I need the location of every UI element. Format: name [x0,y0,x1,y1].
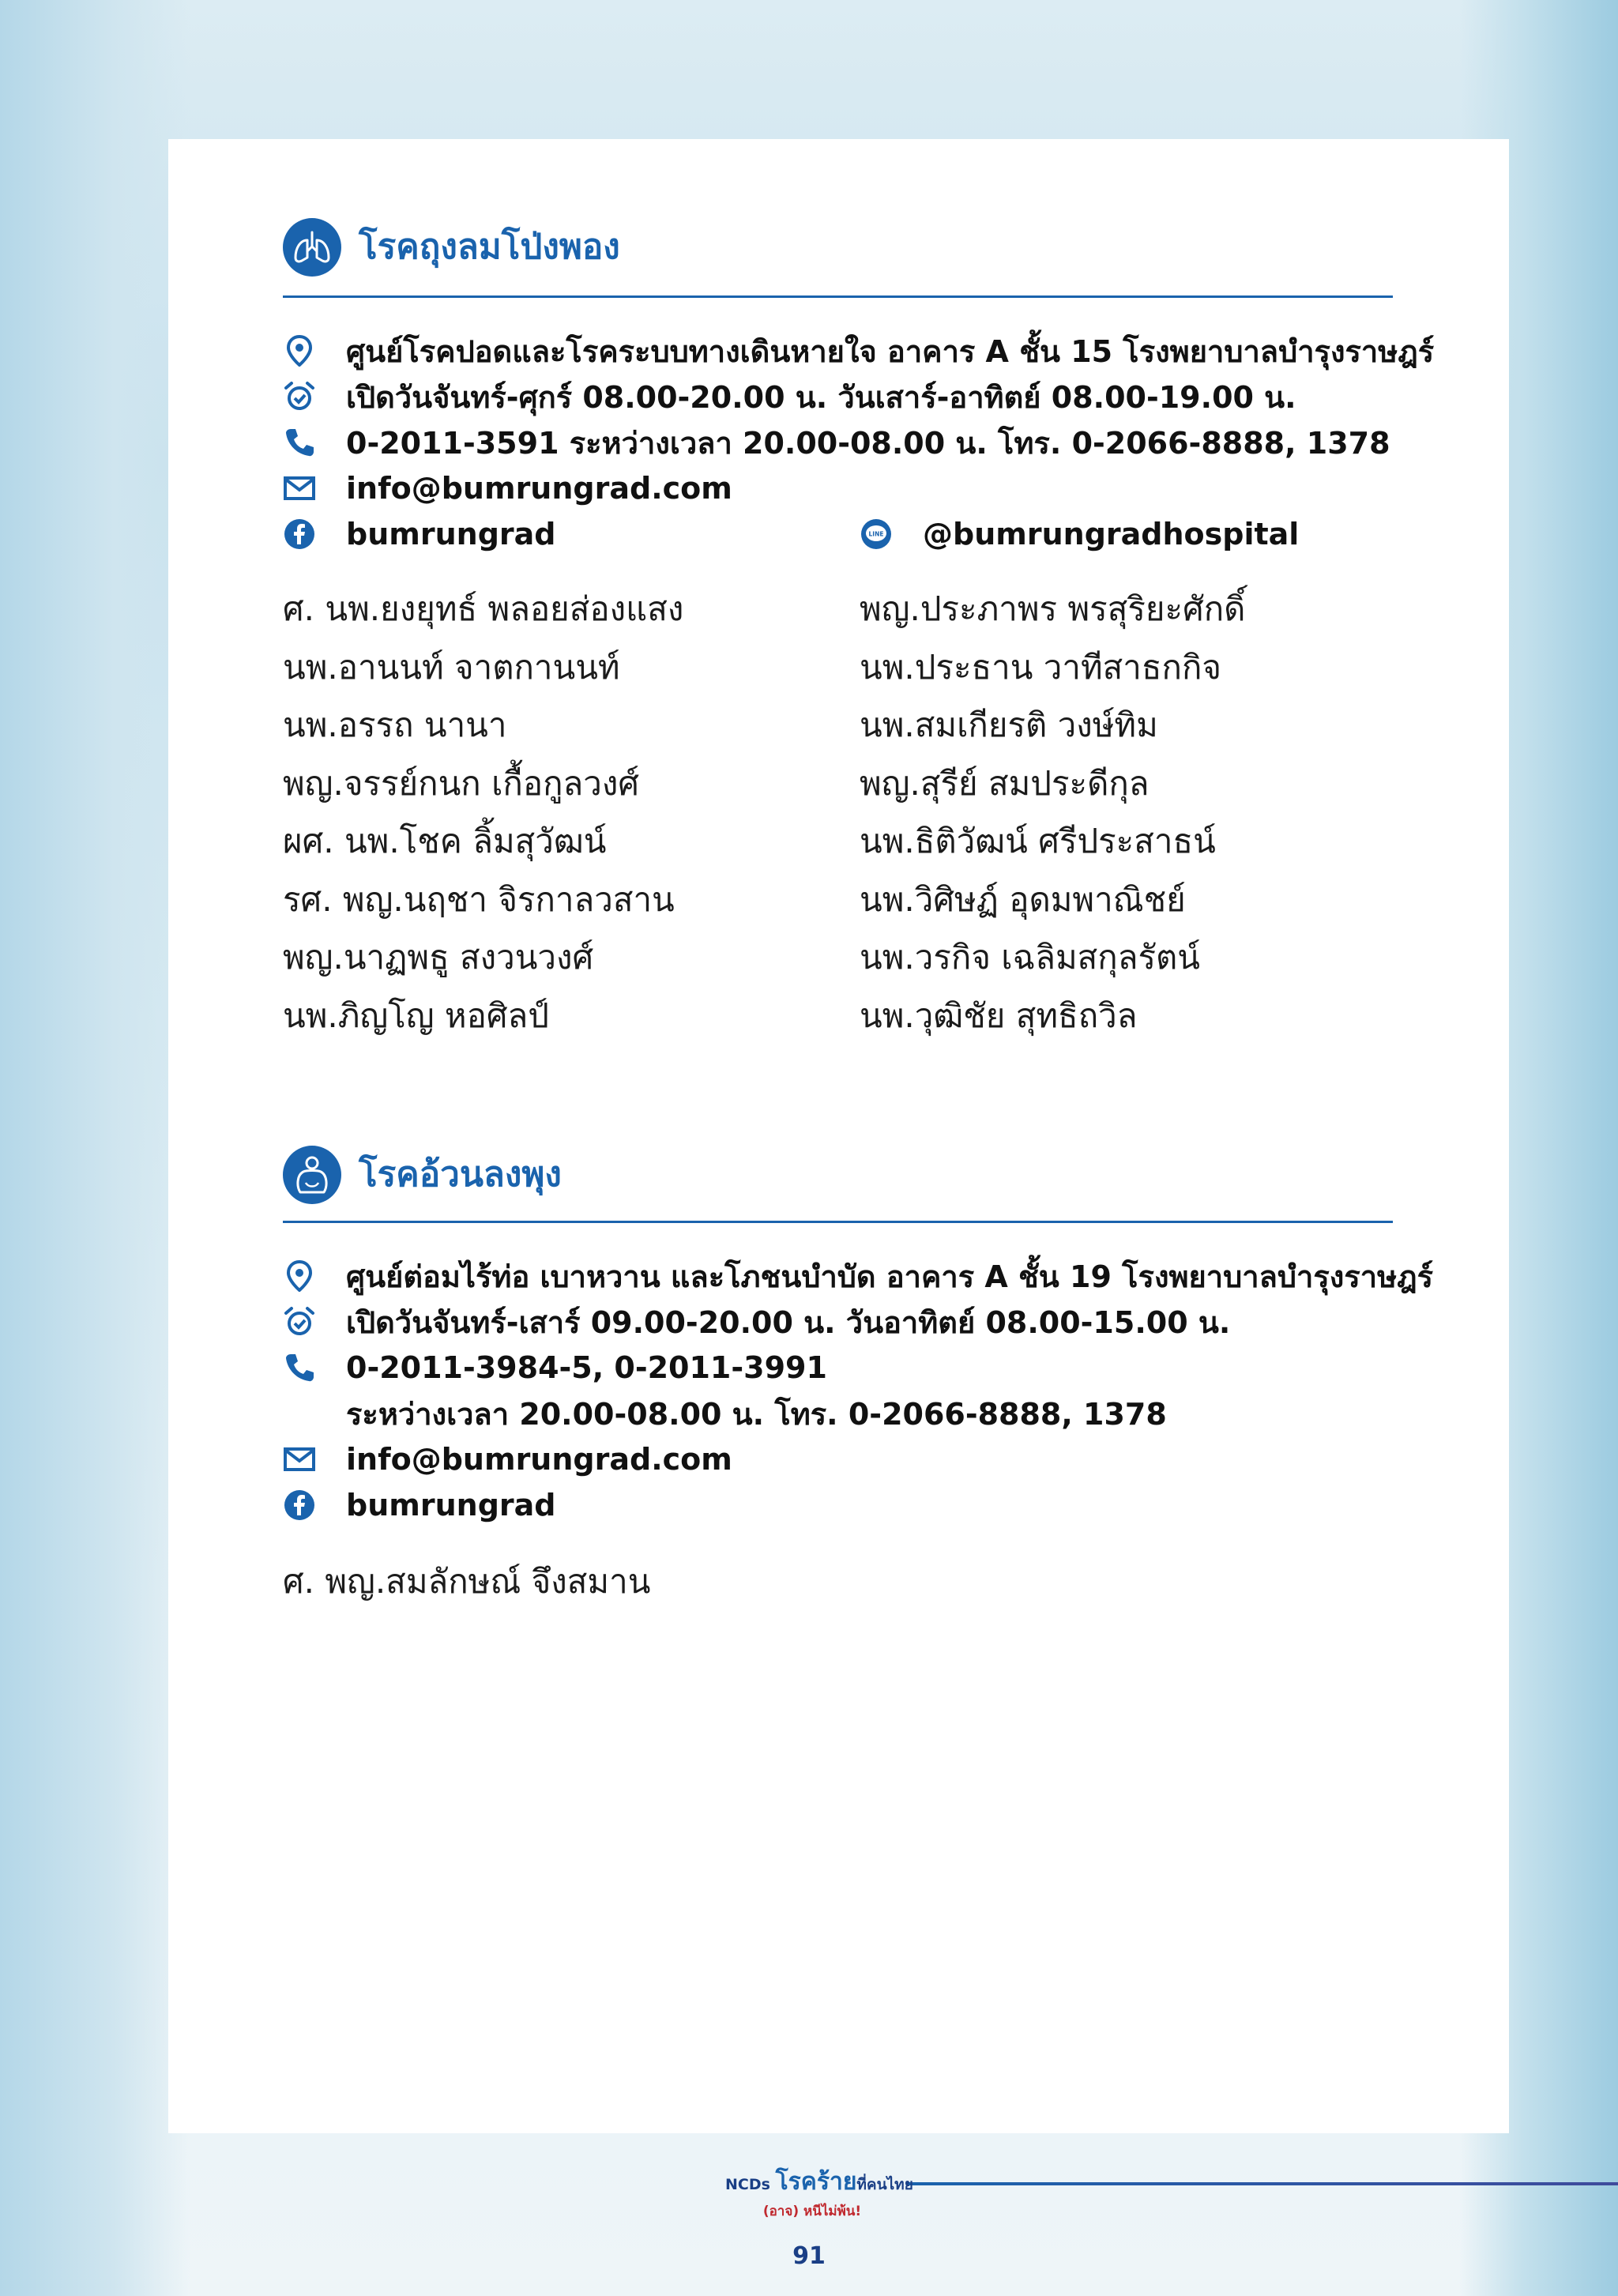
section-title: โรคอ้วนลงพุง [359,1154,562,1195]
hours-text: เปิดวันจันทร์-ศุกร์ 08.00-20.00 น. วันเสาร์-อาทิตย์ 08.00-19.00 น. [346,379,1296,415]
contact-info-copd [283,328,1435,557]
facebook-link[interactable]: bumrungrad [346,1488,556,1523]
brand-main: โรคร้าย [775,2168,857,2196]
phone-row [283,1345,1405,1391]
facebook-icon [283,518,316,551]
social-row [283,1482,1405,1528]
doctor-name: ศ. พญ.สมลักษณ์ จึงสมาน [283,1562,651,1601]
doctor-name: พญ.สุรีย์ สมประดีกุล [860,763,1150,803]
doctor-name: นพ.ประธาน วาทีสาธกกิจ [860,647,1221,687]
brand-subtitle: (อาจ) หนีไม่พ้น! [762,2204,862,2219]
phone-row-continued [283,1391,1405,1436]
mail-icon [283,1443,316,1476]
hours-row [283,374,1405,420]
location-row [283,328,1435,374]
phone-text: 0-2011-3984-5, 0-2011-3991 [346,1350,827,1385]
location-text: ศูนย์โรคปอดและโรคระบบทางเดินหายใจ อาคาร A ชั้น 15 โรงพยาบาลบำรุงราษฎร์ [346,333,1435,369]
doctor-column-left [283,1553,860,1611]
line-link[interactable]: @bumrungradhospital [923,517,1300,551]
location-pin-icon [283,1259,316,1293]
doctor-name: นพ.อานนท์ จาตกานนท์ [283,647,620,687]
email-link[interactable]: info@bumrungrad.com [346,1442,732,1477]
doctor-list-obesity [283,1553,1389,1611]
doctor-name: พญ.ประภาพร พรสุริยะศักดิ์ [860,589,1246,628]
location-pin-icon [283,334,316,367]
doctor-name: พญ.จรรย์กนก เกื้อกูลวงศ์ [283,763,640,803]
line-icon [860,518,893,551]
location-text: ศูนย์ต่อมไร้ท่อ เบาหวาน และโภชนบำบัด อาคาร A ชั้น 19 โรงพยาบาลบำรุงราษฎร์ [346,1259,1434,1294]
doctor-name: นพ.วรกิจ เฉลิมสกุลรัตน์ [860,938,1201,977]
hours-text: เปิดวันจันทร์-เสาร์ 09.00-20.00 น. วันอาทิตย์ 08.00-15.00 น. [346,1304,1231,1340]
email-row [283,465,1405,511]
doctor-name: นพ.ภิญโญ หอศิลป์ [283,996,549,1035]
doctor-name: นพ.ธิติวัฒน์ ศรีประสาธน์ [860,822,1216,860]
brand-suffix: ที่คนไทย [856,2176,913,2193]
doctor-column-left [283,580,860,1044]
doctor-name: นพ.สมเกียรติ วงษ์ทิม [860,706,1158,744]
section-header-copd [283,218,620,277]
doctor-name: รศ. พญ.นฤชา จิรกาลวสาน [283,879,675,919]
footer-rule [907,2182,1618,2185]
phone-text: 0-2011-3591 ระหว่างเวลา 20.00-08.00 น. โทร. 0-2066-8888, 1378 [346,425,1390,461]
phone-row [283,420,1405,465]
email-link[interactable]: info@bumrungrad.com [346,471,732,506]
alarm-clock-icon [283,1305,316,1338]
hours-row [283,1299,1405,1345]
doctor-column-right [860,580,1389,1044]
doctor-list-copd [283,580,1389,1044]
section-title: โรคถุงลมโป่งพอง [359,227,620,267]
alarm-clock-icon [283,380,316,413]
phone-icon [283,1351,316,1384]
doctor-name: นพ.อรรถ นานา [283,706,507,744]
svg-text:LINE: LINE [868,530,884,538]
doctor-name: ศ. นพ.ยงยุทธ์ พลอยส่องแสง [283,589,684,628]
facebook-link[interactable]: bumrungrad [346,517,556,551]
phone-icon [283,426,316,459]
facebook-icon [283,1489,316,1522]
email-row [283,1436,1405,1482]
section-divider [283,295,1393,298]
page-number: 91 [792,2242,826,2270]
background-left [0,0,190,2296]
section-divider [283,1221,1393,1223]
brand-prefix: NCDs [725,2176,770,2193]
book-brand [725,2163,913,2222]
contact-info-obesity [283,1253,1434,1528]
doctor-name: พญ.นาฏพธู สงวนวงศ์ [283,938,594,977]
page-footer [0,2163,1618,2290]
location-row [283,1253,1434,1299]
body-icon [283,1146,341,1204]
phone-text-continued: ระหว่างเวลา 20.00-08.00 น. โทร. 0-2066-8888, 1378 [346,1396,1167,1432]
doctor-name: ผศ. นพ.โชค ลิ้มสุวัฒน์ [283,822,607,860]
section-header-obesity [283,1146,562,1204]
mail-icon [283,472,316,505]
doctor-name: นพ.วิศิษฏ์ อุดมพาณิชย์ [860,879,1186,919]
lungs-icon [283,218,341,277]
social-row [283,511,1405,557]
doctor-name: นพ.วุฒิชัย สุทธิถวิล [860,996,1138,1035]
